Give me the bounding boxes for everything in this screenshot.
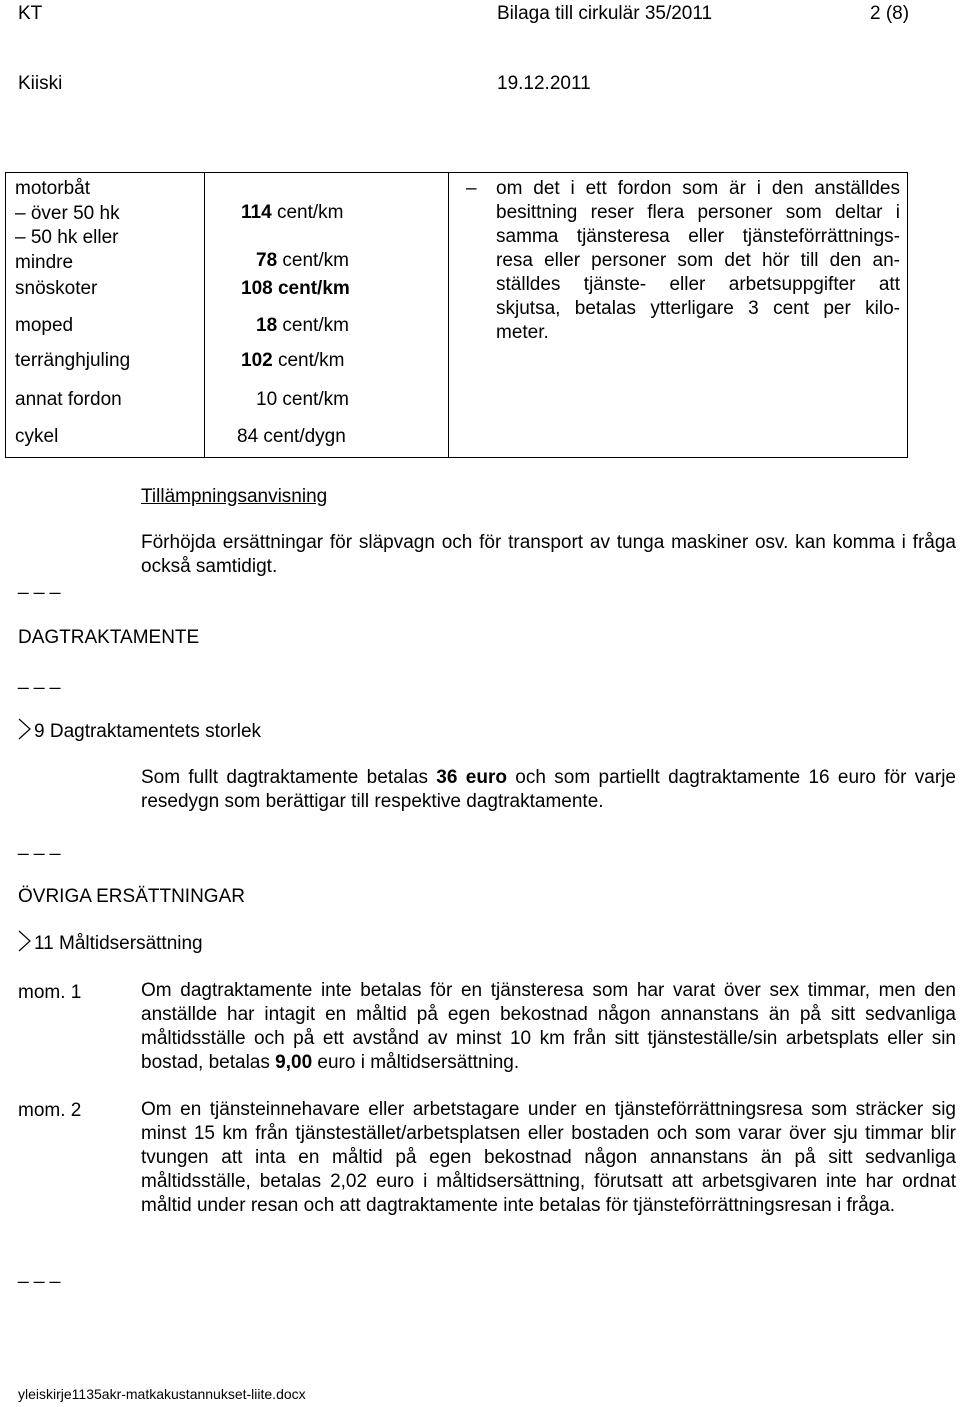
mom-2-text: Om en tjänsteinnehavare eller arbetstagare under en tjänsteförrättningsresa som sträcker sig minst 15 km från tjänstestället/arbetsplatsen eller bostaden och som varar över sju timmar blir tvungen att inta en måltid på egen bekostnad någon annanstans än på sitt sedvanliga måltidsställe, betalas 2,02 euro i måltidsersättning, förutsatt att arbetsgivaren inte har ordnat måltid under resan och att dagtraktamente inte betalas för tjänsteförrättningsresan i fråga. — [141, 1099, 956, 1216]
application-guideline-heading: Tillämpningsanvisning — [141, 486, 328, 507]
separator: _ _ _ — [18, 574, 61, 595]
header-doc-title: Bilaga till cirkulär 35/2011 — [497, 3, 713, 24]
header-org: KT — [18, 3, 43, 24]
vehicle-motorboat-mindre: mindre — [15, 252, 74, 273]
vehicle-moped: moped — [15, 315, 74, 336]
per-diem-text: Som fullt dagtraktamente betalas 36 euro och som partiellt dagtraktamente 16 euro för varje resedygn som berättigar till respektive dagtraktamente. — [141, 767, 956, 812]
footer-filename: yleiskirje1135akr-matkakustannukset-liite.docx — [18, 1386, 306, 1402]
vehicle-other: annat fordon — [15, 389, 122, 410]
rate-bicycle: 84 cent/dygn — [237, 426, 346, 447]
separator: _ _ _ — [18, 669, 61, 690]
vehicle-motorboat-over-50: – över 50 hk — [15, 203, 120, 224]
rate-50-or-less: 78 cent/km — [256, 250, 349, 271]
rate-atv: 102 cent/km — [241, 350, 345, 371]
table-divider — [448, 173, 449, 457]
indent-marker-icon — [18, 718, 32, 740]
indent-marker-icon — [18, 930, 32, 952]
note-dash: – — [466, 178, 477, 199]
separator: _ _ _ — [18, 835, 61, 856]
other-compensation-heading: ÖVRIGA ERSÄTTNINGAR — [18, 886, 245, 907]
vehicle-bicycle: cykel — [15, 426, 59, 447]
per-diem-heading: DAGTRAKTAMENTE — [18, 627, 200, 648]
passenger-surcharge-note: om det i ett fordon som är i den anställdes besittning reser flera personer som deltar i samma tjänsteresa eller tjänsteförrättnings- resa eller personer som det hör till den an- ställdes tjänste- eller arbetsuppgifter att skjutsa, betalas ytterligare 3 cent per kilo- meter. — [496, 178, 900, 343]
vehicle-snowmobile: snöskoter — [15, 278, 98, 299]
header-date: 19.12.2011 — [497, 73, 591, 94]
mom-2-label: mom. 2 — [18, 1100, 82, 1121]
separator: _ _ _ — [18, 1263, 61, 1284]
meal-allowance-section-title: 11 Måltidsersättning — [18, 934, 187, 953]
mom-1-text: Om dagtraktamente inte betalas för en tjänsteresa som har varat över sex timmar, men den anställde har intagit en måltid på egen bekostnad någon annanstans än på sitt sedvanliga måltidsställe och på ett avstånd av minst 10 km från sitt tjänsteställe/sin arbetsplats eller sin bostad, betalas 9,00 euro i måltidsersättning. — [141, 980, 956, 1073]
mom-1-label: mom. 1 — [18, 982, 82, 1003]
vehicle-motorboat: motorbåt — [15, 178, 90, 199]
rate-moped: 18 cent/km — [256, 315, 349, 336]
rate-other: 10 cent/km — [256, 389, 349, 410]
header-page-number: 2 (8) — [870, 3, 910, 24]
vehicle-motorboat-50-or-less: – 50 hk eller — [15, 227, 119, 248]
table-divider — [204, 173, 205, 457]
per-diem-section-title: 9 Dagtraktamentets storlek — [18, 722, 245, 741]
rate-over-50: 114 cent/km — [241, 202, 344, 223]
vehicle-atv: terränghjuling — [15, 350, 131, 371]
rate-snowmobile: 108 cent/km — [241, 278, 350, 299]
application-guideline-text: Förhöjda ersättningar för släpvagn och för transport av tunga maskiner osv. kan komma i fråga också samtidigt. — [141, 532, 956, 577]
header-author: Kiiski — [18, 73, 63, 94]
rate-table — [5, 172, 908, 458]
